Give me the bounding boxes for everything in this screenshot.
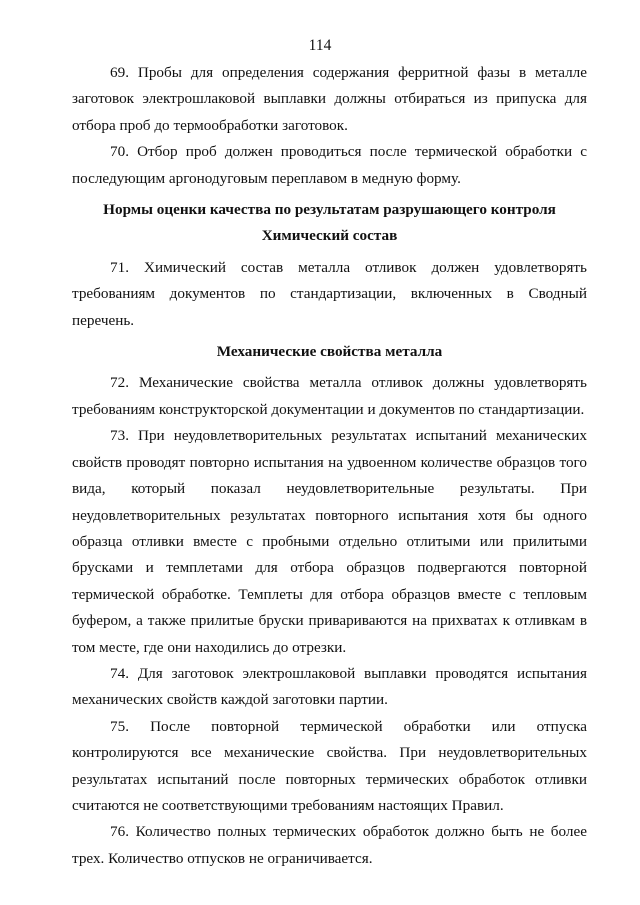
- paragraph-71: 71. Химический состав металла отливок должен удовлетворять требованиям документов по стандартизации, включенных в Сводный перечень.: [72, 258, 587, 329]
- paragraph-76: 76. Количество полных термических обработок должно быть не более трех. Количество отпусков не ограничивается.: [72, 823, 587, 867]
- paragraph-72: 72. Механические свойства металла отливок должны удовлетворять требованиям конструкторской документации и документов по стандартизации.: [72, 374, 587, 418]
- paragraph-74: 74. Для заготовок электрошлаковой выплавки проводятся испытания механических свойств каждой заготовки партии.: [72, 664, 587, 709]
- page-number: 114: [308, 37, 332, 54]
- page-body: [72, 60, 587, 872]
- subheading-chemical-composition: Химический состав: [261, 227, 398, 245]
- section-heading: Нормы оценки качества по результатам разрушающего контроля: [103, 201, 556, 219]
- paragraph-75: 75. После повторной термической обработки или отпуска контролируются все механические свойства. При неудовлетворительных результатах испытаний после повторных термических обработок отливки считаются не соответствующими требованиям настоящих Правил.: [72, 717, 587, 814]
- paragraph-70: 70. Отбор проб должен проводиться после термической обработки с последующим аргонодуговым переплавом в медную форму.: [72, 143, 587, 187]
- paragraph-69: 69. Пробы для определения содержания ферритной фазы в металле заготовок электрошлаковой выплавки должны отбираться из припуска для отбора проб до термообработки заготовок.: [72, 64, 587, 134]
- subheading-mechanical-properties: Механические свойства металла: [216, 343, 443, 361]
- paragraph-73: 73. При неудовлетворительных результатах испытаний механических свойств проводят повторно испытания на удвоенном количестве образцов того вида, который показал неудовлетворительные результаты. При неудовлетворительных результатах повторного испытания хотя бы одного образца отливки вместе с пробными отдельно отлитыми или прилитыми брусками и темплетами для отбора образцов подвергаются повторной термической обработке. Темплеты для отбора образцов вместе с тепловым буфером, а также прилитые бруски привариваются на прихватах к отливкам в том месте, где они находились до отрезки.: [72, 427, 587, 656]
